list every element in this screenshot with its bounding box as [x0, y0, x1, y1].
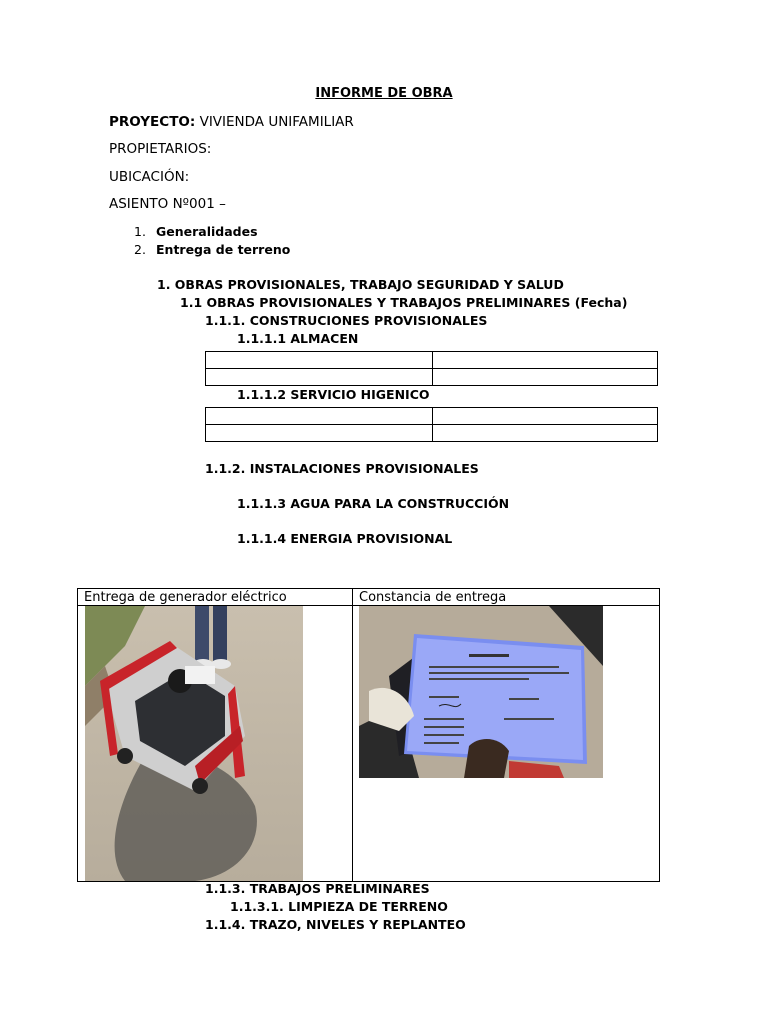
- table-cell: [206, 369, 433, 386]
- section-agua-heading: 1.1.1.3 AGUA PARA LA CONSTRUCCIÓN: [237, 496, 510, 511]
- section-1-1-3-heading: 1.1.3. TRABAJOS PRELIMINARES: [205, 881, 430, 896]
- photo-header-right: Constancia de entrega: [353, 589, 659, 606]
- list-number: 2.: [134, 242, 146, 257]
- photo-header-left: Entrega de generador eléctrico: [78, 589, 352, 606]
- table-cell: [433, 408, 658, 425]
- table-cell: [206, 352, 433, 369]
- list-item: [134, 224, 258, 239]
- section-1-heading: 1. OBRAS PROVISIONALES, TRABAJO SEGURIDAD Y SALUD: [157, 277, 564, 292]
- ubicacion-line: UBICACIÓN:: [109, 169, 190, 185]
- proyecto-value: VIVIENDA UNIFAMILIAR: [199, 114, 354, 130]
- table-cell: [433, 369, 658, 386]
- section-almacen-heading: 1.1.1.1 ALMACEN: [237, 331, 359, 346]
- list-item: [134, 242, 290, 257]
- column-divider: [352, 589, 353, 881]
- document-title: INFORME DE OBRA: [315, 86, 453, 101]
- section-1-1-4-heading: 1.1.4. TRAZO, NIVELES Y REPLANTEO: [205, 917, 466, 932]
- asiento-line: ASIENTO Nº001 –: [109, 196, 226, 212]
- almacen-table: [205, 351, 658, 386]
- proyecto-label: PROYECTO:: [109, 114, 196, 130]
- list-text: Generalidades: [156, 224, 258, 239]
- servicio-table: [205, 407, 658, 442]
- section-energia-heading: 1.1.1.4 ENERGIA PROVISIONAL: [237, 531, 453, 546]
- list-number: 1.: [134, 224, 146, 239]
- section-servicio-heading: 1.1.1.2 SERVICIO HIGENICO: [237, 387, 430, 402]
- propietarios-line: PROPIETARIOS:: [109, 141, 212, 157]
- table-cell: [433, 425, 658, 442]
- delivery-document-photo: [359, 606, 603, 778]
- section-1-1-heading: 1.1 OBRAS PROVISIONALES Y TRABAJOS PRELIMINARES (Fecha): [180, 295, 628, 310]
- table-cell: [206, 408, 433, 425]
- proyecto-line: [109, 114, 354, 130]
- photo-table: [77, 588, 660, 882]
- section-1-1-1-heading: 1.1.1. CONSTRUCIONES PROVISIONALES: [205, 313, 488, 328]
- generator-photo: [85, 606, 303, 881]
- table-cell: [433, 352, 658, 369]
- table-cell: [206, 425, 433, 442]
- list-text: Entrega de terreno: [156, 242, 291, 257]
- section-1-1-2-heading: 1.1.2. INSTALACIONES PROVISIONALES: [205, 461, 479, 476]
- section-limpieza-heading: 1.1.3.1. LIMPIEZA DE TERRENO: [230, 899, 448, 914]
